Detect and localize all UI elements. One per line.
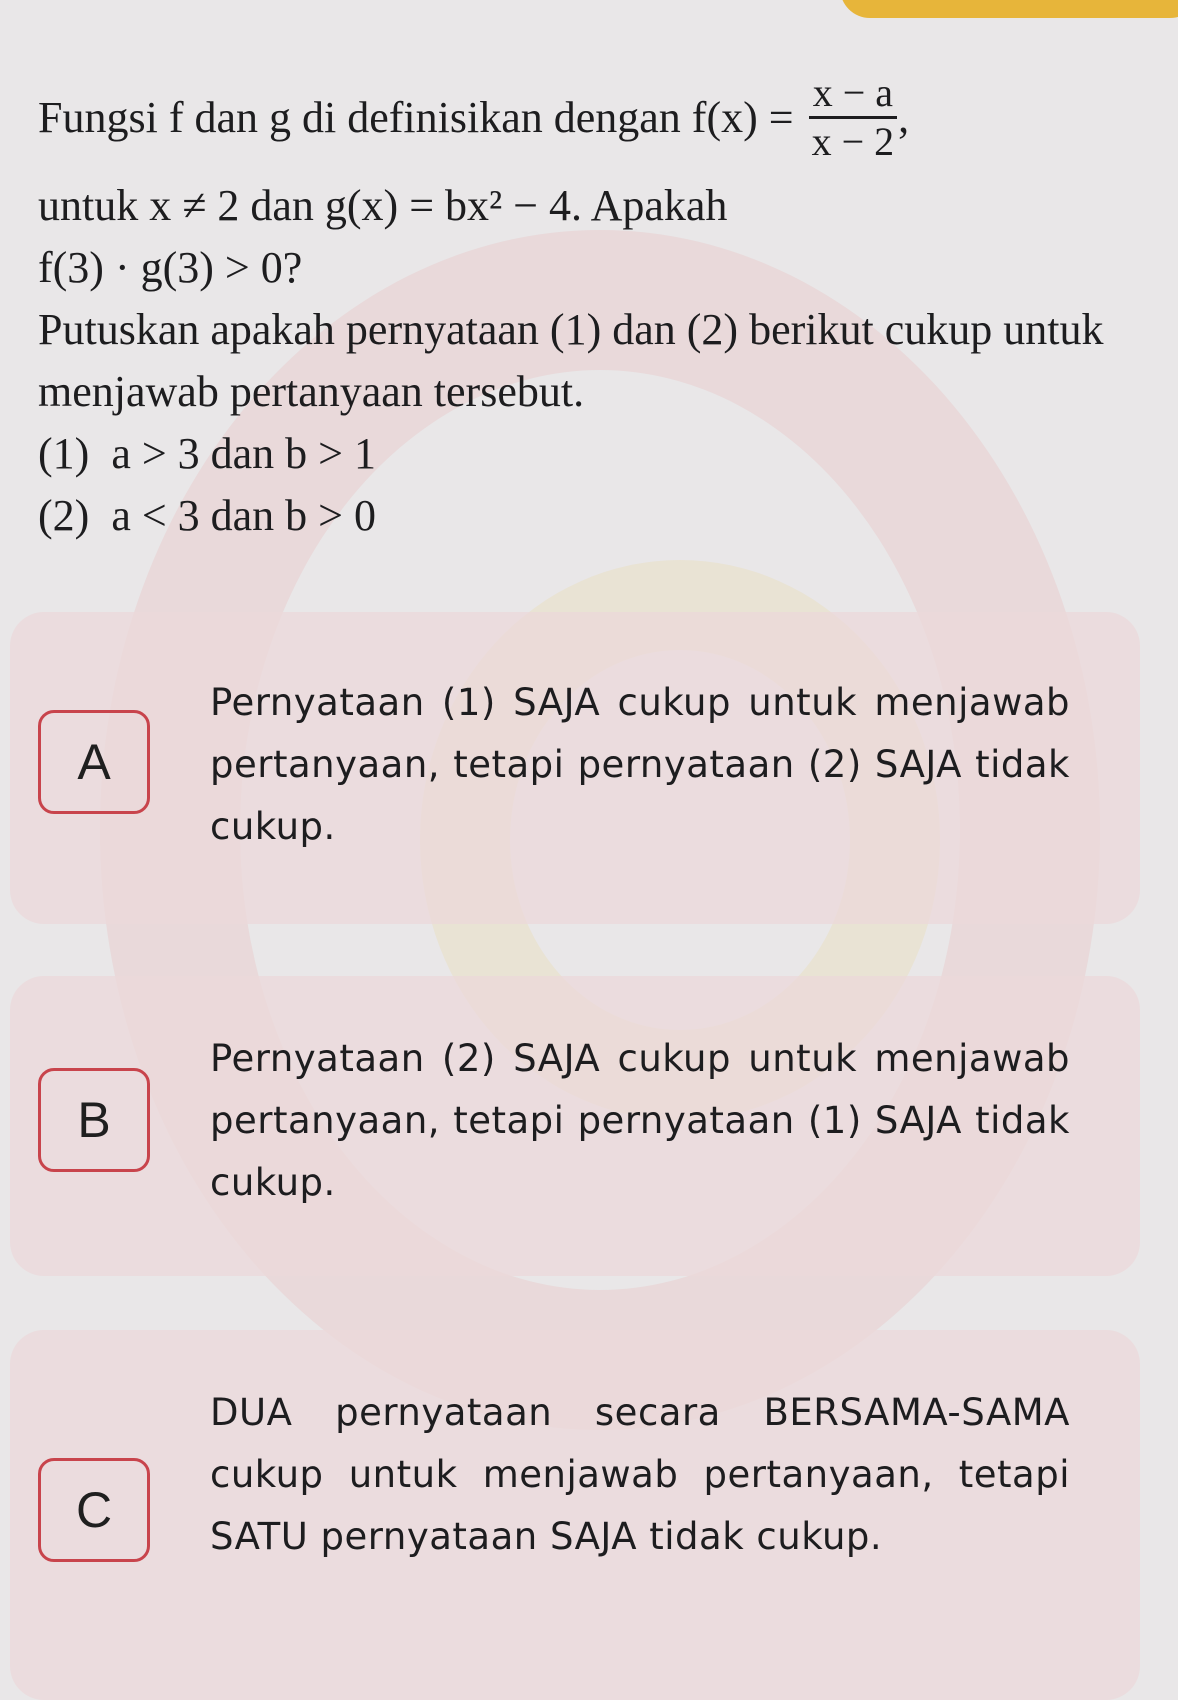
question-instruction: Putuskan apakah pernyataan (1) dan (2) berikut cukup untuk menjawab pertanyaan tersebut.: [38, 305, 1104, 416]
statement-1-text: a > 3 dan b > 1: [111, 429, 376, 478]
option-a[interactable]: [10, 612, 1140, 924]
option-b[interactable]: [10, 976, 1140, 1276]
top-color-strip: [840, 0, 1178, 18]
statement-2-number: (2): [38, 491, 90, 540]
question-block: [38, 70, 1118, 547]
option-b-letter-box[interactable]: B: [38, 1068, 150, 1172]
option-a-letter-box[interactable]: A: [38, 710, 150, 814]
fraction-denominator: x − 2: [811, 119, 895, 164]
fraction-f: [808, 70, 899, 165]
statement-1-number: (1): [38, 429, 90, 478]
question-line-3: f(3) · g(3) > 0?: [38, 243, 303, 292]
statement-1: [38, 423, 1118, 485]
option-c[interactable]: [10, 1330, 1140, 1700]
statement-2-text: a < 3 dan b > 0: [111, 491, 376, 540]
fraction-numerator: x − a: [809, 70, 897, 119]
option-c-text: DUA pernyataan secara BERSAMA-SAMA cukup untuk menjawab pertanyaan, tetapi SATU pernyataan SAJA tidak cukup.: [210, 1391, 1070, 1558]
question-line-1-suffix: ,: [898, 92, 910, 142]
question-line-1-prefix: Fungsi f dan g di definisikan dengan f(x) =: [38, 92, 794, 142]
option-c-letter-box[interactable]: C: [38, 1458, 150, 1562]
statement-2: [38, 485, 1118, 547]
option-b-text: Pernyataan (2) SAJA cukup untuk menjawab pertanyaan, tetapi pernyataan (1) SAJA tidak cukup.: [210, 1037, 1070, 1204]
option-a-text: Pernyataan (1) SAJA cukup untuk menjawab pertanyaan, tetapi pernyataan (2) SAJA tidak cukup.: [210, 681, 1070, 848]
question-line-1: [38, 70, 1118, 165]
question-line-2: untuk x ≠ 2 dan g(x) = bx² − 4. Apakah: [38, 181, 728, 230]
